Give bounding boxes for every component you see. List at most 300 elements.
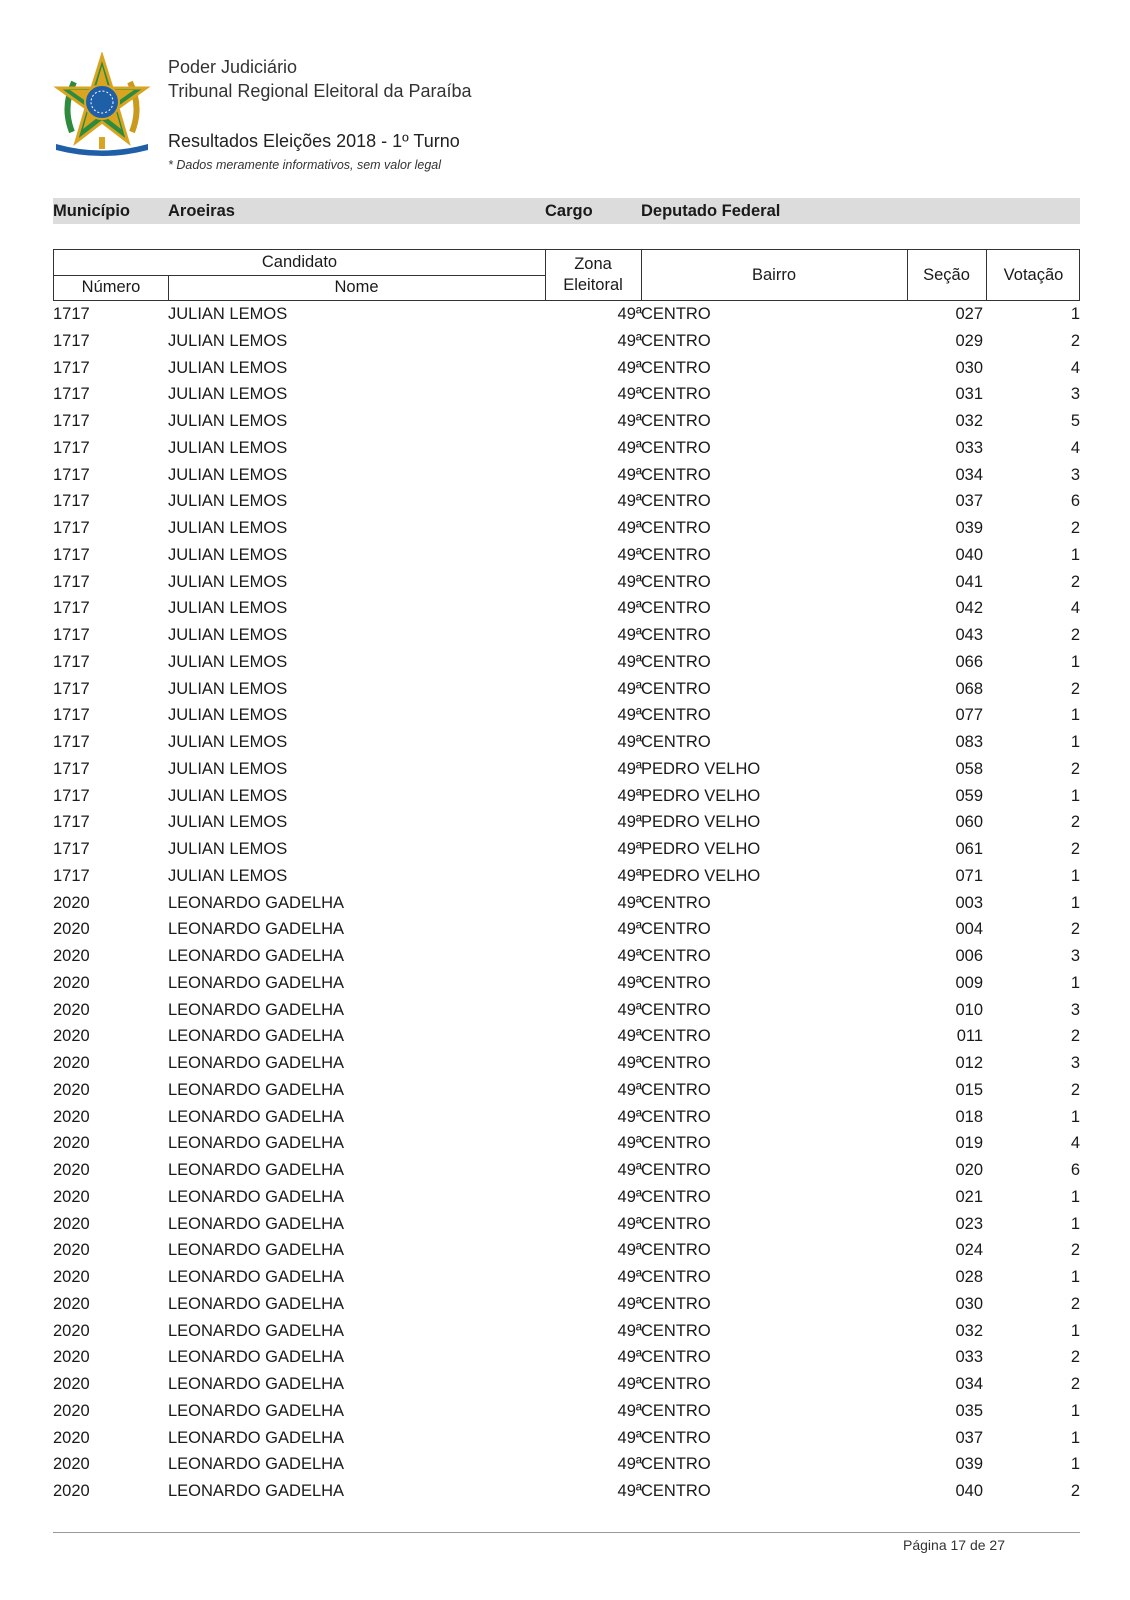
cell-votacao: 2 [1070,1241,1080,1260]
table-row [53,809,1080,836]
cell-bairro: CENTRO [641,1455,711,1474]
cell-numero: 2020 [53,1187,90,1206]
cell-secao: 060 [955,813,983,832]
cell-nome: JULIAN LEMOS [168,305,288,323]
table-row [53,943,1080,970]
table-row [53,595,1080,622]
cell-bairro: CENTRO [641,545,711,564]
cell-bairro: CENTRO [641,652,711,671]
cell-nome: LEONARDO GADELHA [168,920,345,939]
cell-numero: 1717 [53,331,90,350]
cell-zona: 49ª [617,1054,642,1072]
cell-bairro: CENTRO [641,438,711,457]
cell-bairro: CENTRO [641,1080,711,1099]
table-row [53,649,1080,676]
cell-zona: 49ª [617,358,642,377]
table-row [53,676,1080,703]
cell-numero: 1717 [53,759,90,778]
cell-nome: JULIAN LEMOS [168,866,288,885]
cell-bairro: CENTRO [641,1000,711,1019]
cell-secao: 039 [955,519,983,537]
cell-votacao: 1 [1070,1455,1080,1474]
cell-secao: 042 [955,599,983,618]
cell-votacao: 2 [1070,920,1080,939]
cell-numero: 2020 [53,1134,90,1153]
cell-zona: 49ª [617,465,642,484]
cargo-label: Cargo [545,202,593,220]
col-nome: Nome [334,278,379,296]
cell-votacao: 1 [1070,1107,1080,1126]
table-row [53,301,1080,328]
cell-nome: JULIAN LEMOS [168,599,288,618]
cell-votacao: 1 [1070,1187,1080,1206]
cell-numero: 2020 [53,1161,90,1179]
cell-votacao: 4 [1070,358,1080,377]
cell-bairro: CENTRO [641,1401,711,1420]
table-row [53,702,1080,729]
cell-nome: LEONARDO GADELHA [168,1080,345,1099]
table-row [53,355,1080,382]
cell-zona: 49ª [617,519,642,537]
table-row [53,569,1080,596]
cell-votacao: 2 [1070,840,1080,858]
municipio-value: Aroeiras [168,202,235,220]
cell-bairro: PEDRO VELHO [641,866,761,885]
cell-secao: 061 [955,840,983,858]
cell-numero: 2020 [53,1214,90,1233]
col-numero: Número [81,278,141,296]
cell-votacao: 2 [1070,679,1080,698]
cell-secao: 004 [955,920,983,939]
table-row [53,863,1080,890]
cell-nome: JULIAN LEMOS [168,706,288,725]
cell-zona: 49ª [617,1428,642,1447]
table-row [53,488,1080,515]
table-row [53,1237,1080,1264]
cell-nome: LEONARDO GADELHA [168,1107,345,1126]
cell-secao: 009 [955,973,983,992]
cell-secao: 083 [955,733,983,751]
col-votacao: Votação [1003,266,1064,284]
table-row [53,836,1080,863]
cell-secao: 037 [955,1428,983,1447]
cell-nome: LEONARDO GADELHA [168,1027,345,1046]
cell-numero: 2020 [53,973,90,992]
cell-votacao: 2 [1070,519,1080,537]
table-row [53,1371,1080,1398]
cell-nome: JULIAN LEMOS [168,412,288,430]
cell-zona: 49ª [617,1161,642,1179]
cell-secao: 018 [955,1107,983,1126]
cell-nome: LEONARDO GADELHA [168,1455,345,1474]
cell-votacao: 1 [1070,866,1080,885]
table-row [53,1104,1080,1131]
cell-secao: 032 [955,412,983,430]
cell-secao: 028 [955,1268,983,1286]
cell-nome: LEONARDO GADELHA [168,1000,345,1019]
cell-numero: 1717 [53,626,90,644]
cell-secao: 039 [955,1455,983,1474]
cell-secao: 033 [955,1348,983,1367]
cell-numero: 1717 [53,652,90,671]
cell-zona: 49ª [617,1348,642,1367]
cell-votacao: 2 [1070,1348,1080,1367]
cell-zona: 49ª [617,786,642,805]
cell-votacao: 6 [1070,492,1080,511]
cell-secao: 077 [955,706,983,725]
cell-numero: 2020 [53,920,90,939]
cell-numero: 1717 [53,545,90,564]
cell-votacao: 1 [1070,1321,1080,1340]
cell-numero: 2020 [53,1054,90,1072]
cell-numero: 2020 [53,1428,90,1447]
cell-secao: 011 [956,1027,983,1046]
report-title: Resultados Eleições 2018 - 1º Turno [168,131,460,151]
cell-votacao: 2 [1070,331,1080,350]
cell-secao: 006 [955,947,983,965]
cell-bairro: CENTRO [641,1428,711,1447]
cell-secao: 020 [955,1161,983,1179]
table-row [53,1451,1080,1478]
cell-zona: 49ª [617,1187,642,1206]
cell-secao: 027 [955,305,983,323]
header-line1: Poder Judiciário [168,57,298,77]
table-row [53,1478,1080,1505]
cell-secao: 024 [955,1241,983,1260]
col-zona-line2: Eleitoral [563,276,623,294]
cell-votacao: 1 [1070,1268,1080,1286]
cell-secao: 034 [955,465,983,484]
cell-numero: 1717 [53,786,90,805]
table-row [53,1157,1080,1184]
cell-bairro: CENTRO [641,947,711,965]
cell-bairro: CENTRO [641,1107,711,1126]
cell-votacao: 2 [1070,626,1080,644]
cell-numero: 1717 [53,733,90,751]
cell-nome: LEONARDO GADELHA [168,1401,345,1420]
cell-numero: 1717 [53,358,90,377]
table-row [53,381,1080,408]
cell-zona: 49ª [617,1294,642,1313]
cell-numero: 2020 [53,1482,90,1500]
col-zona-line1: Zona [574,255,612,273]
cell-secao: 059 [955,786,983,805]
cell-bairro: CENTRO [641,358,711,377]
cell-secao: 032 [955,1321,983,1340]
table-row [53,916,1080,943]
cell-nome: JULIAN LEMOS [168,438,288,457]
table-row [53,515,1080,542]
cell-secao: 033 [955,438,983,457]
cell-bairro: CENTRO [641,465,711,484]
cell-zona: 49ª [617,920,642,939]
cell-bairro: CENTRO [641,733,711,751]
table-row [53,1318,1080,1345]
cell-numero: 2020 [53,1107,90,1126]
cell-votacao: 2 [1070,572,1080,591]
cell-votacao: 3 [1070,1054,1080,1072]
cell-nome: JULIAN LEMOS [168,358,288,377]
cell-votacao: 1 [1070,973,1080,992]
cell-zona: 49ª [617,652,642,671]
cell-numero: 2020 [53,893,90,912]
table-row [53,729,1080,756]
cell-nome: JULIAN LEMOS [168,465,288,484]
cell-zona: 49ª [617,1375,642,1393]
cell-secao: 058 [955,759,983,778]
cell-numero: 1717 [53,866,90,885]
cell-zona: 49ª [617,679,642,698]
cell-votacao: 1 [1070,1214,1080,1233]
header-line2: Tribunal Regional Eleitoral da Paraíba [168,81,472,101]
cell-zona: 49ª [617,1027,642,1046]
cell-secao: 019 [955,1134,983,1153]
cell-nome: JULIAN LEMOS [168,813,288,832]
cell-zona: 49ª [617,1482,642,1500]
cell-bairro: CENTRO [641,572,711,591]
info-bar [53,198,1080,224]
table-row [53,997,1080,1024]
cell-zona: 49ª [617,813,642,832]
table-row [53,970,1080,997]
cell-nome: LEONARDO GADELHA [168,1161,345,1179]
cell-bairro: CENTRO [641,1214,711,1233]
cell-votacao: 2 [1070,1375,1080,1393]
cell-secao: 035 [955,1401,983,1420]
cell-nome: LEONARDO GADELHA [168,1054,345,1072]
cell-numero: 2020 [53,1268,90,1286]
cargo-value: Deputado Federal [641,202,781,220]
cell-zona: 49ª [617,1080,642,1099]
results-table-body [53,301,1080,1505]
cell-zona: 49ª [617,412,642,430]
municipio-label: Município [53,202,130,220]
cell-numero: 1717 [53,465,90,484]
cell-nome: JULIAN LEMOS [168,679,288,698]
col-candidato: Candidato [261,253,338,271]
cell-numero: 1717 [53,305,90,323]
cell-numero: 2020 [53,1241,90,1260]
cell-numero: 1717 [53,492,90,511]
table-row [53,1264,1080,1291]
cell-zona: 49ª [617,1214,642,1233]
cell-votacao: 2 [1070,759,1080,778]
cell-nome: JULIAN LEMOS [168,492,288,511]
cell-bairro: CENTRO [641,412,711,430]
cell-numero: 2020 [53,1294,90,1313]
cell-zona: 49ª [617,1107,642,1126]
cell-bairro: CENTRO [641,1482,711,1500]
table-row [53,435,1080,462]
cell-numero: 2020 [53,1401,90,1420]
brasao-emblem-icon [52,52,152,157]
cell-bairro: CENTRO [641,920,711,939]
cell-nome: LEONARDO GADELHA [168,1375,345,1393]
cell-bairro: CENTRO [641,1321,711,1340]
cell-bairro: CENTRO [641,1375,711,1393]
cell-numero: 2020 [53,1455,90,1474]
cell-numero: 2020 [53,1000,90,1019]
cell-secao: 021 [955,1187,983,1206]
disclaimer-note: * Dados meramente informativos, sem valor legal [168,158,442,172]
table-row [53,783,1080,810]
cell-bairro: CENTRO [641,706,711,725]
cell-nome: LEONARDO GADELHA [168,947,345,965]
col-secao: Seção [923,266,970,284]
cell-zona: 49ª [617,305,642,323]
cell-votacao: 1 [1070,652,1080,671]
page-number: Página 17 de 27 [903,1537,1005,1553]
cell-votacao: 1 [1070,1428,1080,1447]
cell-zona: 49ª [617,893,642,912]
cell-bairro: PEDRO VELHO [641,759,761,778]
table-row [53,542,1080,569]
cell-votacao: 1 [1070,706,1080,725]
cell-secao: 040 [955,1482,983,1500]
cell-numero: 1717 [53,599,90,618]
cell-bairro: PEDRO VELHO [641,840,761,858]
cell-bairro: CENTRO [641,1268,711,1286]
cell-nome: JULIAN LEMOS [168,840,288,858]
cell-zona: 49ª [617,1000,642,1019]
cell-numero: 1717 [53,840,90,858]
cell-numero: 1717 [53,519,90,537]
cell-secao: 041 [955,572,983,591]
cell-secao: 015 [955,1080,983,1099]
cell-zona: 49ª [617,759,642,778]
table-row [53,1050,1080,1077]
cell-nome: JULIAN LEMOS [168,331,288,350]
cell-secao: 012 [955,1054,983,1072]
cell-nome: JULIAN LEMOS [168,385,288,404]
cell-zona: 49ª [617,866,642,885]
cell-secao: 071 [955,866,983,885]
cell-numero: 1717 [53,572,90,591]
cell-zona: 49ª [617,572,642,591]
table-row [53,1077,1080,1104]
cell-votacao: 1 [1070,893,1080,912]
cell-nome: JULIAN LEMOS [168,626,288,644]
cell-numero: 2020 [53,1321,90,1340]
cell-bairro: CENTRO [641,519,711,537]
table-row [53,622,1080,649]
footer-divider [53,1532,1080,1533]
cell-votacao: 2 [1070,1080,1080,1099]
cell-votacao: 2 [1070,1027,1080,1046]
cell-votacao: 5 [1070,412,1080,430]
cell-zona: 49ª [617,492,642,511]
table-header [53,249,1080,301]
cell-nome: LEONARDO GADELHA [168,1214,345,1233]
table-row [53,1184,1080,1211]
cell-secao: 023 [955,1214,983,1233]
cell-zona: 49ª [617,1401,642,1420]
cell-bairro: PEDRO VELHO [641,813,761,832]
cell-bairro: CENTRO [641,1054,711,1072]
cell-zona: 49ª [617,1241,642,1260]
cell-secao: 030 [955,358,983,377]
cell-numero: 2020 [53,1375,90,1393]
cell-bairro: CENTRO [641,626,711,644]
table-row [53,1398,1080,1425]
cell-votacao: 1 [1070,1401,1080,1420]
cell-nome: JULIAN LEMOS [168,759,288,778]
table-row [53,1425,1080,1452]
cell-bairro: CENTRO [641,492,711,511]
cell-nome: LEONARDO GADELHA [168,1348,345,1367]
cell-votacao: 3 [1070,465,1080,484]
cell-votacao: 3 [1070,1000,1080,1019]
cell-zona: 49ª [617,385,642,404]
cell-votacao: 2 [1070,1294,1080,1313]
cell-votacao: 3 [1070,947,1080,965]
table-row [53,1344,1080,1371]
cell-numero: 2020 [53,1027,90,1046]
cell-zona: 49ª [617,1455,642,1474]
cell-nome: LEONARDO GADELHA [168,1428,345,1447]
cell-votacao: 2 [1070,813,1080,832]
table-row [53,756,1080,783]
cell-bairro: CENTRO [641,1294,711,1313]
cell-bairro: CENTRO [641,331,711,350]
table-row [53,328,1080,355]
cell-votacao: 2 [1070,1482,1080,1500]
cell-nome: LEONARDO GADELHA [168,1187,345,1206]
cell-secao: 040 [955,545,983,564]
cell-votacao: 1 [1070,786,1080,805]
cell-zona: 49ª [617,1321,642,1340]
table-row [53,1211,1080,1238]
cell-secao: 043 [955,626,983,644]
table-row [53,1291,1080,1318]
cell-votacao: 1 [1070,733,1080,751]
cell-bairro: CENTRO [641,679,711,698]
cell-bairro: CENTRO [641,1187,711,1206]
cell-votacao: 4 [1070,438,1080,457]
cell-zona: 49ª [617,626,642,644]
cell-nome: JULIAN LEMOS [168,733,288,751]
cell-bairro: CENTRO [641,385,711,404]
cell-numero: 1717 [53,813,90,832]
cell-zona: 49ª [617,733,642,751]
cell-bairro: CENTRO [641,1348,711,1367]
cell-secao: 068 [955,679,983,698]
cell-secao: 066 [955,652,983,671]
cell-votacao: 3 [1070,385,1080,404]
cell-zona: 49ª [617,947,642,965]
cell-zona: 49ª [617,706,642,725]
cell-zona: 49ª [617,545,642,564]
cell-votacao: 1 [1070,305,1080,323]
cell-secao: 034 [955,1375,983,1393]
cell-votacao: 1 [1070,545,1080,564]
cell-nome: LEONARDO GADELHA [168,893,345,912]
cell-secao: 030 [955,1294,983,1313]
cell-nome: LEONARDO GADELHA [168,1482,345,1500]
table-row [53,462,1080,489]
cell-nome: LEONARDO GADELHA [168,1294,345,1313]
table-row [53,1130,1080,1157]
cell-bairro: CENTRO [641,1027,711,1046]
cell-nome: JULIAN LEMOS [168,572,288,591]
cell-nome: JULIAN LEMOS [168,519,288,537]
cell-zona: 49ª [617,438,642,457]
cell-zona: 49ª [617,840,642,858]
cell-numero: 2020 [53,1080,90,1099]
cell-numero: 1717 [53,412,90,430]
cell-bairro: CENTRO [641,973,711,992]
cell-zona: 49ª [617,1268,642,1286]
